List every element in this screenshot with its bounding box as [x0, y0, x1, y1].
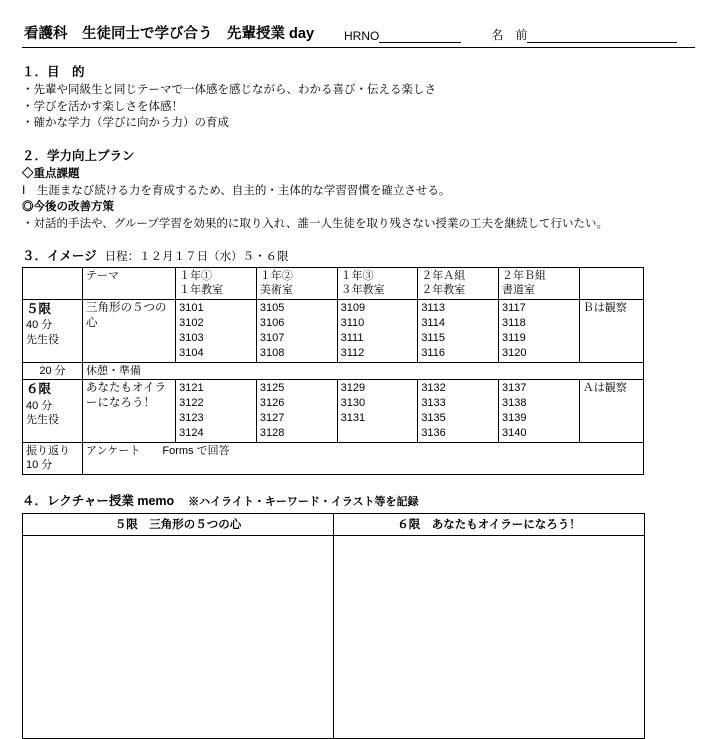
period-5-theme: 三角形の５つの心: [83, 299, 176, 362]
student-no: 3132: [421, 382, 446, 395]
header-1b-line2: 美術室: [259, 284, 293, 297]
student-no: 3116: [421, 346, 445, 359]
student-no: 3113: [421, 301, 445, 314]
section-2-line-2: ・対話的手法や、グループ学習を効果的に取り入れ、誰一人生徒を取り残さない授業の工夫を継続して行いたい。: [22, 218, 609, 231]
student-no: 3125: [259, 382, 285, 395]
period-6-note: Ａは観察: [579, 380, 643, 443]
student-no: 3106: [259, 316, 285, 329]
student-no: 3103: [179, 331, 204, 344]
header-1a-line2: １年教室: [179, 284, 224, 297]
period-6-class-1c-numbers: [337, 380, 418, 443]
header-2b-line2: 書道室: [502, 284, 536, 297]
period-5-label: [23, 299, 83, 362]
student-no: 3122: [179, 397, 204, 410]
section-2-subtitle-1: ◇重点課題: [22, 168, 80, 181]
student-no: 3110: [340, 316, 365, 329]
period-5-note: Ｂは観察: [579, 299, 643, 362]
period-6-class-2a-numbers: [418, 380, 499, 443]
header-1a-line1: １年①: [179, 269, 213, 282]
reflection-text: アンケート Forms で回答: [83, 442, 644, 474]
section-3-subtitle: 日程：１２月１７日（水）５・６限: [104, 250, 289, 263]
student-no: 3112: [340, 346, 365, 359]
table-row-period-6: [23, 380, 644, 443]
hrno-blank[interactable]: [379, 29, 461, 43]
student-no: 3129: [340, 382, 366, 395]
memo-col-1-area[interactable]: [23, 535, 334, 738]
schedule-header-row: [23, 267, 644, 299]
schedule-table: [22, 267, 644, 475]
period-5-class-1c-numbers: [337, 299, 418, 362]
student-no: 3133: [421, 397, 446, 410]
header-cell-blank: [23, 267, 83, 299]
period-5-class-2a-numbers: [418, 299, 499, 362]
section-2-subtitle-2: ◎今後の改善方策: [22, 201, 114, 214]
header-1c-line2: ３年教室: [340, 284, 385, 297]
period-6-name: ６限: [26, 382, 52, 397]
table-row-reflection: [23, 442, 644, 474]
section-1-line-2: ・学びを活かす楽しさを体感！: [22, 100, 183, 113]
section-4-heading: [22, 491, 695, 509]
hrno-label: HRNO: [344, 29, 380, 43]
student-no: 3140: [502, 426, 527, 439]
section-3-heading: [22, 246, 695, 264]
period-6-theme: あなたもオイラーになろう！: [83, 380, 176, 443]
section-1-line-1: ・先輩や同級生と同じテーマで一体感を感じながら、わかる喜び・伝える楽しさ: [22, 84, 436, 96]
header-cell-class-1c: [337, 267, 418, 299]
header-cell-note: [579, 267, 643, 299]
period-6-role: 先生役: [26, 414, 59, 427]
header-cell-class-1b: [256, 267, 337, 299]
table-row-period-5: [23, 299, 644, 362]
table-row-break: [23, 362, 644, 380]
name-field[interactable]: [491, 26, 677, 43]
student-no: 3114: [421, 316, 445, 329]
header-cell-class-2b: [499, 267, 580, 299]
student-no: 3123: [179, 411, 204, 424]
student-no: 3108: [259, 346, 285, 359]
period-6-class-2b-numbers: [499, 380, 580, 443]
memo-table: [22, 513, 645, 739]
memo-col-2-header: ６限 あなたもオイラーになろう！: [334, 513, 645, 535]
section-4-note: ※ハイライト・キーワード・イラスト等を記録: [188, 495, 419, 508]
header-1c-line1: １年③: [340, 269, 374, 282]
student-no: 3135: [421, 411, 446, 424]
memo-col-2-area[interactable]: [334, 535, 645, 738]
reflection-duration: 10 分: [26, 459, 53, 472]
student-no: 3107: [259, 331, 285, 344]
hrno-field[interactable]: [344, 29, 461, 43]
student-no: 3136: [421, 426, 446, 439]
student-no: 3130: [340, 397, 366, 410]
period-6-label: [23, 380, 83, 443]
student-no: 3102: [179, 316, 204, 329]
name-label: 名 前: [491, 28, 528, 42]
student-no: 3109: [340, 301, 366, 314]
student-no: 3139: [502, 411, 527, 424]
document-header: [0, 0, 717, 43]
memo-header-row: [23, 513, 645, 535]
header-divider: [22, 47, 695, 48]
section-4-title: ４．レクチャー授業 memo: [22, 493, 175, 508]
period-5-duration: 40 分: [26, 319, 53, 332]
student-no: 3118: [502, 316, 526, 329]
student-no: 3126: [259, 397, 285, 410]
break-text: 休憩・準備: [83, 362, 644, 380]
student-no: 3124: [179, 426, 204, 439]
period-6-class-1a-numbers: [176, 380, 257, 443]
student-no: 3127: [259, 411, 285, 424]
student-no: 3111: [340, 331, 364, 344]
period-5-class-2b-numbers: [499, 299, 580, 362]
student-no: 3117: [502, 301, 526, 314]
section-2-line-1: Ⅰ 生涯まなび続ける力を育成するため、自主的・主体的な学習習慣を確立させる。: [22, 184, 451, 197]
header-2a-line1: ２年Ａ組: [421, 269, 466, 282]
memo-col-1-header: ５限 三角形の５つの心: [23, 513, 334, 535]
section-2-title: ２．学力向上プラン: [22, 149, 135, 164]
header-cell-class-1a: [176, 267, 257, 299]
period-5-class-1b-numbers: [256, 299, 337, 362]
section-1-line-3: ・確かな学力（学びに向かう力）の育成: [22, 117, 229, 130]
student-no: 3131: [340, 411, 366, 424]
period-5-role: 先生役: [26, 333, 59, 346]
period-5-class-1a-numbers: [176, 299, 257, 362]
student-no: 3138: [502, 397, 527, 410]
header-2a-line2: ２年教室: [421, 284, 466, 297]
memo-body-row: [23, 535, 645, 738]
student-no: 3128: [259, 426, 285, 439]
break-duration: 20 分: [23, 362, 83, 380]
reflection-label: [23, 442, 83, 474]
student-no: 3121: [179, 382, 204, 395]
student-no: 3119: [502, 331, 526, 344]
student-no: 3120: [502, 346, 527, 359]
student-no: 3137: [502, 382, 527, 395]
name-blank[interactable]: [527, 29, 677, 43]
page-title: 看護科 生徒同士で学び合う 先輩授業 day: [24, 26, 315, 42]
header-1b-line1: １年②: [259, 269, 293, 282]
document-body: [0, 62, 717, 739]
student-no: 3105: [259, 301, 285, 314]
period-6-class-1b-numbers: [256, 380, 337, 443]
student-no: 3115: [421, 331, 445, 344]
header-2b-line1: ２年Ｂ組: [502, 269, 547, 282]
section-3-title: ３．イメージ: [22, 248, 97, 263]
reflection-title: 振り返り: [26, 444, 70, 457]
header-cell-class-2a: [418, 267, 499, 299]
period-6-duration: 40 分: [26, 399, 53, 412]
section-1-title: １．目 的: [22, 65, 85, 79]
student-no: 3101: [179, 301, 204, 314]
period-5-name: ５限: [26, 301, 52, 316]
header-theme-line1: テーマ: [86, 269, 120, 282]
header-cell-theme: [83, 267, 176, 299]
student-no: 3104: [179, 346, 204, 359]
